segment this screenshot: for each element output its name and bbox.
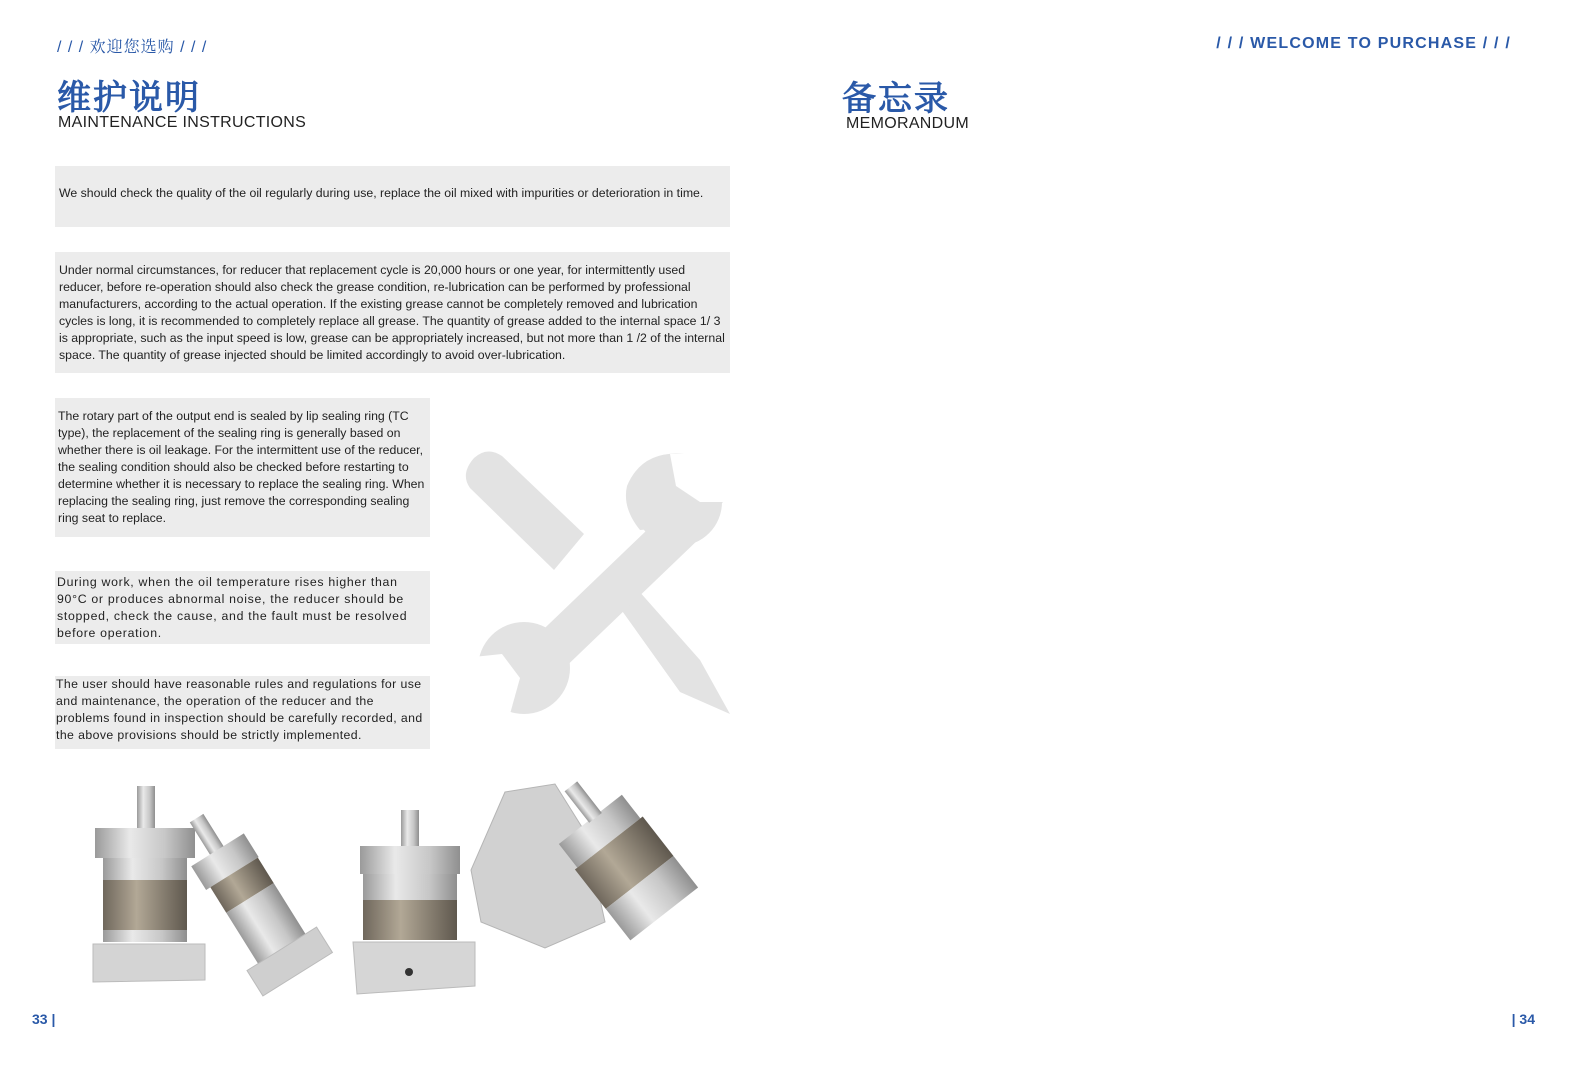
maintenance-paragraph-temperature: During work, when the oil temperature rises higher than 90°C or produces abnormal noise, the reducer should be stopped, check the cause, and the fault must be resolved before operation. [55, 571, 430, 644]
page-number-right: | 34 [1511, 1011, 1535, 1027]
maintenance-paragraph-sealing-ring: The rotary part of the output end is sealed by lip sealing ring (TC type), the replacement of the sealing ring is generally based on whether there is oil leakage. For the intermittent use of the reducer, the sealing condition should also be checked before restarting to determine whether it is necessary to replace the sealing ring. When replacing the sealing ring, just remove the corresponding sealing ring seat to replace. [55, 398, 430, 537]
maintenance-paragraph-rules: The user should have reasonable rules and regulations for use and maintenance, the operation of the reducer and the problems found in inspection should be carefully recorded, and the above provisions should be strictly implemented. [55, 676, 430, 749]
page-title-en: MAINTENANCE INSTRUCTIONS [58, 114, 307, 131]
welcome-banner-en: / / / WELCOME TO PURCHASE / / / [1216, 35, 1511, 52]
page-title-cn: 维护说明 [57, 79, 201, 117]
page-number-left: 33 | [32, 1011, 56, 1027]
maintenance-paragraph-oil-check: We should check the quality of the oil regularly during use, replace the oil mixed with impurities or deterioration in time. [55, 166, 730, 227]
memo-title-en: MEMORANDUM [846, 115, 969, 132]
memo-title-cn: 备忘录 [842, 80, 950, 118]
tools-watermark-icon [462, 446, 732, 720]
gearbox-product-photo [85, 772, 725, 1004]
welcome-banner-cn: / / / 欢迎您选购 / / / [57, 39, 208, 56]
maintenance-paragraph-grease: Under normal circumstances, for reducer that replacement cycle is 20,000 hours or one year, for intermittently used reducer, before re-operation should also check the grease condition, re-lubrication can be performed by professional manufacturers, according to the actual operation. If the existing grease cannot be completely removed and lubrication cycles is long, it is recommended to completely replace all grease. The quantity of grease added to the internal space 1/ 3 is appropriate, such as the input speed is low, grease can be appropriately increased, but not more than 1 /2 of the internal space. The quantity of grease injected should be limited accordingly to avoid over-lubrication. [55, 252, 730, 373]
